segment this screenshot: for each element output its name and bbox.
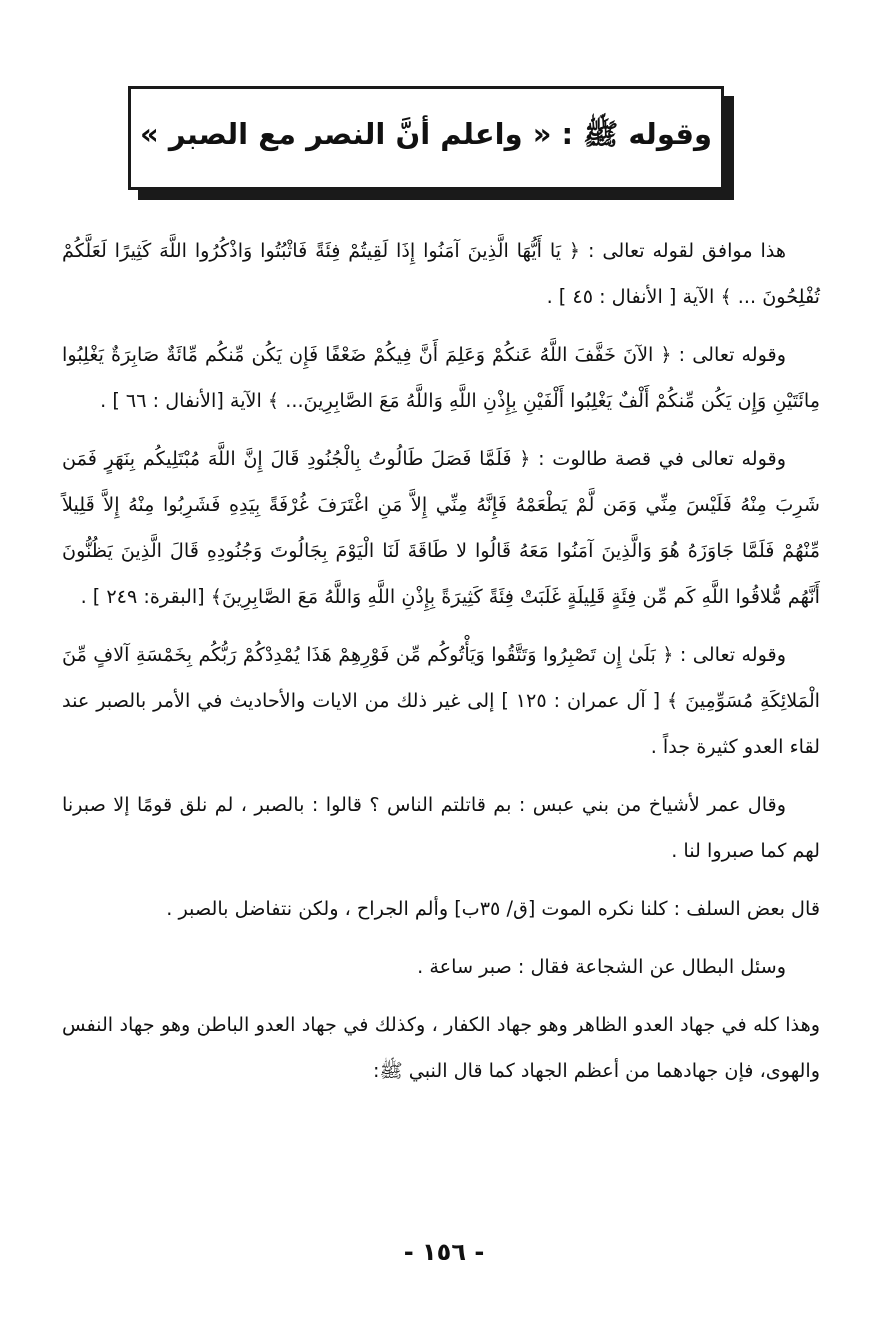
- paragraph-anfal-45: هذا موافق لقوله تعالى : ﴿ يَا أَيُّهَا الَّذِينَ آمَنُوا إِذَا لَقِيتُمْ فِئَةً فَاثْبُتُوا وَاذْكُرُوا اللَّهَ كَثِيرًا لَعَلَّكُمْ تُفْلِحُونَ ... ﴾ الآية [ الأنفال : ٤٥ ] .: [62, 239, 820, 308]
- chapter-heading: وقوله ﷺ : « واعلم أنَّ النصر مع الصبر »: [140, 117, 713, 151]
- paragraph-battal: وسئل البطال عن الشجاعة فقال : صبر ساعة .: [417, 955, 786, 978]
- page-number: - ١٥٦ -: [403, 1238, 485, 1266]
- paragraph-jihad: وهذا كله في جهاد العدو الظاهر وهو جهاد الكفار ، وكذلك في جهاد العدو الباطن وهو جهاد النفس والهوى، فإن جهادهما من أعظم الجهاد كما قال النبي ﷺ:: [62, 1013, 820, 1082]
- paragraph-salaf: قال بعض السلف : كلنا نكره الموت [ق/ ٣٥ب] وألم الجراح ، ولكن نتفاضل بالصبر .: [166, 897, 820, 920]
- page-body: [62, 228, 820, 1106]
- heading-box: [128, 86, 724, 190]
- chapter-heading-frame: [128, 86, 732, 198]
- paragraph-talut: وقوله تعالى في قصة طالوت : ﴿ فَلَمَّا فَصَلَ طَالُوتُ بِالْجُنُودِ قَالَ إِنَّ اللَّهَ مُبْتَلِيكُم بِنَهَرٍ فَمَن شَرِبَ مِنْهُ فَلَيْسَ مِنِّي وَمَن لَّمْ يَطْعَمْهُ فَإِنَّهُ مِنِّي إِلاَّ مَنِ اغْتَرَفَ غُرْفَةً بِيَدِهِ فَشَرِبُوا مِنْهُ إِلاَّ قَلِيلاً مِّنْهُمْ فَلَمَّا جَاوَزَهُ هُوَ وَالَّذِينَ آمَنُوا مَعَهُ قَالُوا لا طَاقَةَ لَنَا الْيَوْمَ بِجَالُوتَ وَجُنُودِهِ قَالَ الَّذِينَ يَظُنُّونَ أَنَّهُم مُّلاقُوا اللَّهِ كَم مِّن فِئَةٍ قَلِيلَةٍ غَلَبَتْ فِئَةً كَثِيرَةً بِإِذْنِ اللَّهِ وَاللَّهُ مَعَ الصَّابِرِينَ﴾ [البقرة: ٢٤٩ ] .: [62, 447, 820, 608]
- paragraph-umar: وقال عمر لأشياخ من بني عبس : بم قاتلتم الناس ؟ قالوا : بالصبر ، لم نلق قومًا إلا صبرنا لهم كما صبروا لنا .: [62, 793, 820, 862]
- paragraph-al-imran: وقوله تعالى : ﴿ بَلَىٰ إِن تَصْبِرُوا وَتَتَّقُوا وَيَأْتُوكُم مِّن فَوْرِهِمْ هَذَا يُمْدِدْكُمْ رَبُّكُم بِخَمْسَةِ آلافٍ مِّنَ الْمَلائِكَةِ مُسَوِّمِينَ ﴾ [ آل عمران : ١٢٥ ] إلى غير ذلك من الايات والأحاديث في الأمر بالصبر عند لقاء العدو كثيرة جداً .: [62, 643, 820, 758]
- paragraph-anfal-66: وقوله تعالى : ﴿ الآنَ خَفَّفَ اللَّهُ عَنكُمْ وَعَلِمَ أَنَّ فِيكُمْ ضَعْفًا فَإِن يَكُن مِّنكُم مِّائَةٌ صَابِرَةٌ يَغْلِبُوا مِائَتَيْنِ وَإِن يَكُن مِّنكُمْ أَلْفٌ يَغْلِبُوا أَلْفَيْنِ بِإِذْنِ اللَّهِ وَاللَّهُ مَعَ الصَّابِرِينَ... ﴾ الآية [الأنفال : ٦٦ ] .: [62, 343, 820, 412]
